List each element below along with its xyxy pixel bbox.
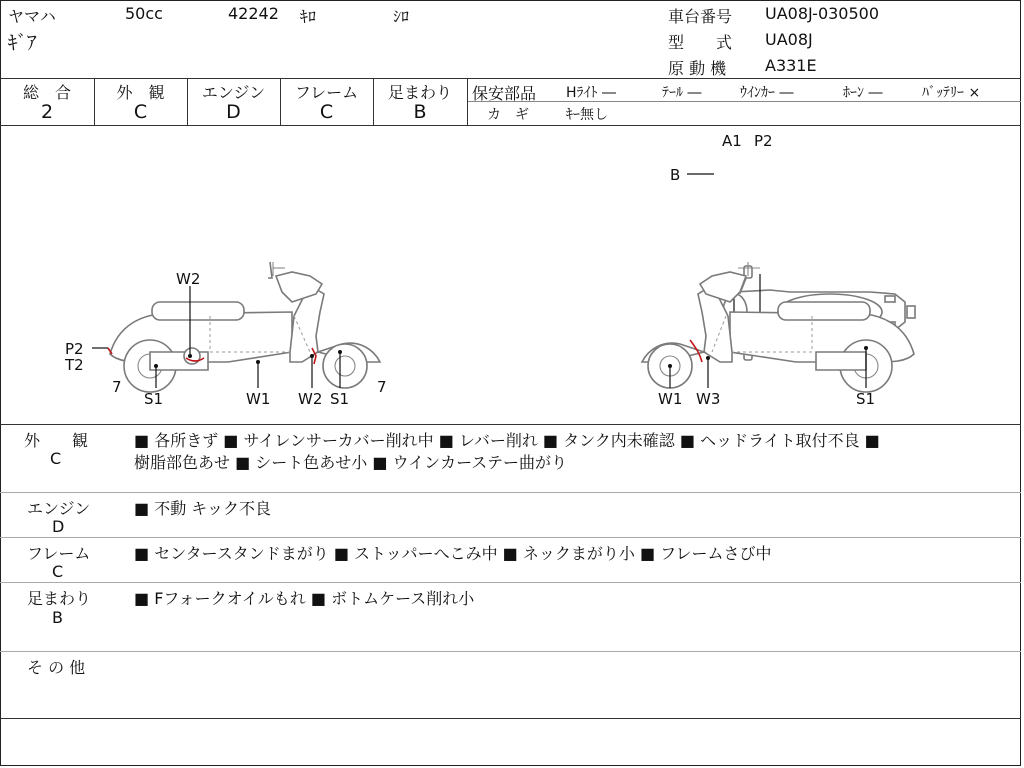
label-w2: W2: [176, 270, 201, 288]
label-w2-b: W2: [298, 390, 323, 408]
grade-frame-value: C: [319, 101, 334, 123]
label-7-right: 7: [377, 378, 387, 396]
grade-exterior-value: C: [133, 101, 148, 123]
remark-exterior-line2: 樹脂部色あせ ■ シート色あせ小 ■ ウインカーステー曲がり: [134, 453, 567, 472]
remark-exterior-grade: C: [50, 449, 62, 468]
grade-exterior-label: 外 観: [116, 83, 165, 102]
remark-frame-grade: C: [52, 562, 64, 581]
mileage-unit: ｷﾛ: [300, 7, 317, 26]
label-s1-a: S1: [144, 390, 164, 408]
grade-suspension-value: B: [413, 101, 427, 123]
damage-diagram: [0, 126, 1020, 423]
frame-no: UA08J-030500: [765, 4, 880, 23]
remark-frame-line1: ■ センタースタンドまがり ■ ストッパーへこみ中 ■ ネックまがり小 ■ フレームさび中: [134, 544, 772, 563]
grade-overall-value: 2: [40, 101, 54, 123]
model-name: ｷﾞｱ: [8, 32, 37, 54]
grade-engine-value: D: [226, 101, 241, 123]
model-code-label: 型 式: [668, 33, 733, 52]
safety-parts-label: 保安部品: [472, 84, 537, 103]
safety-winker: ｳｲﾝｶｰ ―: [740, 85, 794, 101]
engine-label: 原 動 機: [668, 59, 727, 78]
label-w1-right: W1: [658, 390, 683, 408]
frame-no-label: 車台番号: [668, 7, 733, 26]
remark-engine-category: エンジン: [27, 499, 91, 518]
model-code: UA08J: [765, 30, 813, 49]
grade-suspension-label: 足まわり: [387, 83, 452, 102]
safety-tail: ﾃｰﾙ ―: [662, 85, 702, 101]
remark-engine-grade: D: [52, 517, 65, 536]
remark-suspension-grade: B: [52, 608, 63, 627]
remark-suspension-line1: ■ Fフォークオイルもれ ■ ボトムケース削れ小: [134, 589, 475, 608]
displacement: 50cc: [125, 4, 163, 23]
label-t2: T2: [65, 356, 84, 374]
scooter-left-view: [108, 262, 380, 392]
label-s1-right: S1: [856, 390, 876, 408]
remark-suspension-category: 足まわり: [27, 589, 92, 608]
label-a1: A1: [722, 132, 742, 150]
scooter-right-view: [642, 262, 914, 392]
remark-frame-category: フレーム: [27, 544, 91, 563]
label-s1-b: S1: [330, 390, 350, 408]
key-value: ｷｰ無し: [566, 107, 608, 123]
label-b: B: [670, 166, 681, 184]
remark-exterior-line1: ■ 各所きず ■ サイレンサーカバー削れ中 ■ レバー削れ ■ タンク内未確認 ■ ヘッドライト取付不良 ■: [134, 431, 880, 450]
label-p2-top: P2: [754, 132, 773, 150]
label-7-left: 7: [112, 378, 122, 396]
remark-engine-line1: ■ 不動 キック不良: [134, 499, 271, 518]
mileage: 42242: [228, 4, 279, 23]
grade-engine-label: エンジン: [201, 83, 266, 102]
safety-headlight: Hﾗｲﾄ ―: [566, 85, 616, 101]
engine-code: A331E: [765, 56, 817, 75]
key-label: カ ギ: [487, 107, 529, 123]
safety-battery: ﾊﾞｯﾃﾘｰ ×: [922, 85, 981, 101]
maker: ヤマハ: [8, 7, 56, 26]
grade-overall-label: 総 合: [22, 83, 71, 102]
label-w1: W1: [246, 390, 271, 408]
label-w3: W3: [696, 390, 721, 408]
remark-other-category: そ の 他: [27, 658, 86, 677]
label-p2: P2: [65, 340, 84, 358]
safety-horn: ﾎｰﾝ ―: [843, 85, 883, 101]
grade-frame-label: フレーム: [294, 83, 359, 102]
remark-exterior-category: 外 観: [24, 431, 89, 450]
color: ｼﾛ: [393, 7, 410, 26]
